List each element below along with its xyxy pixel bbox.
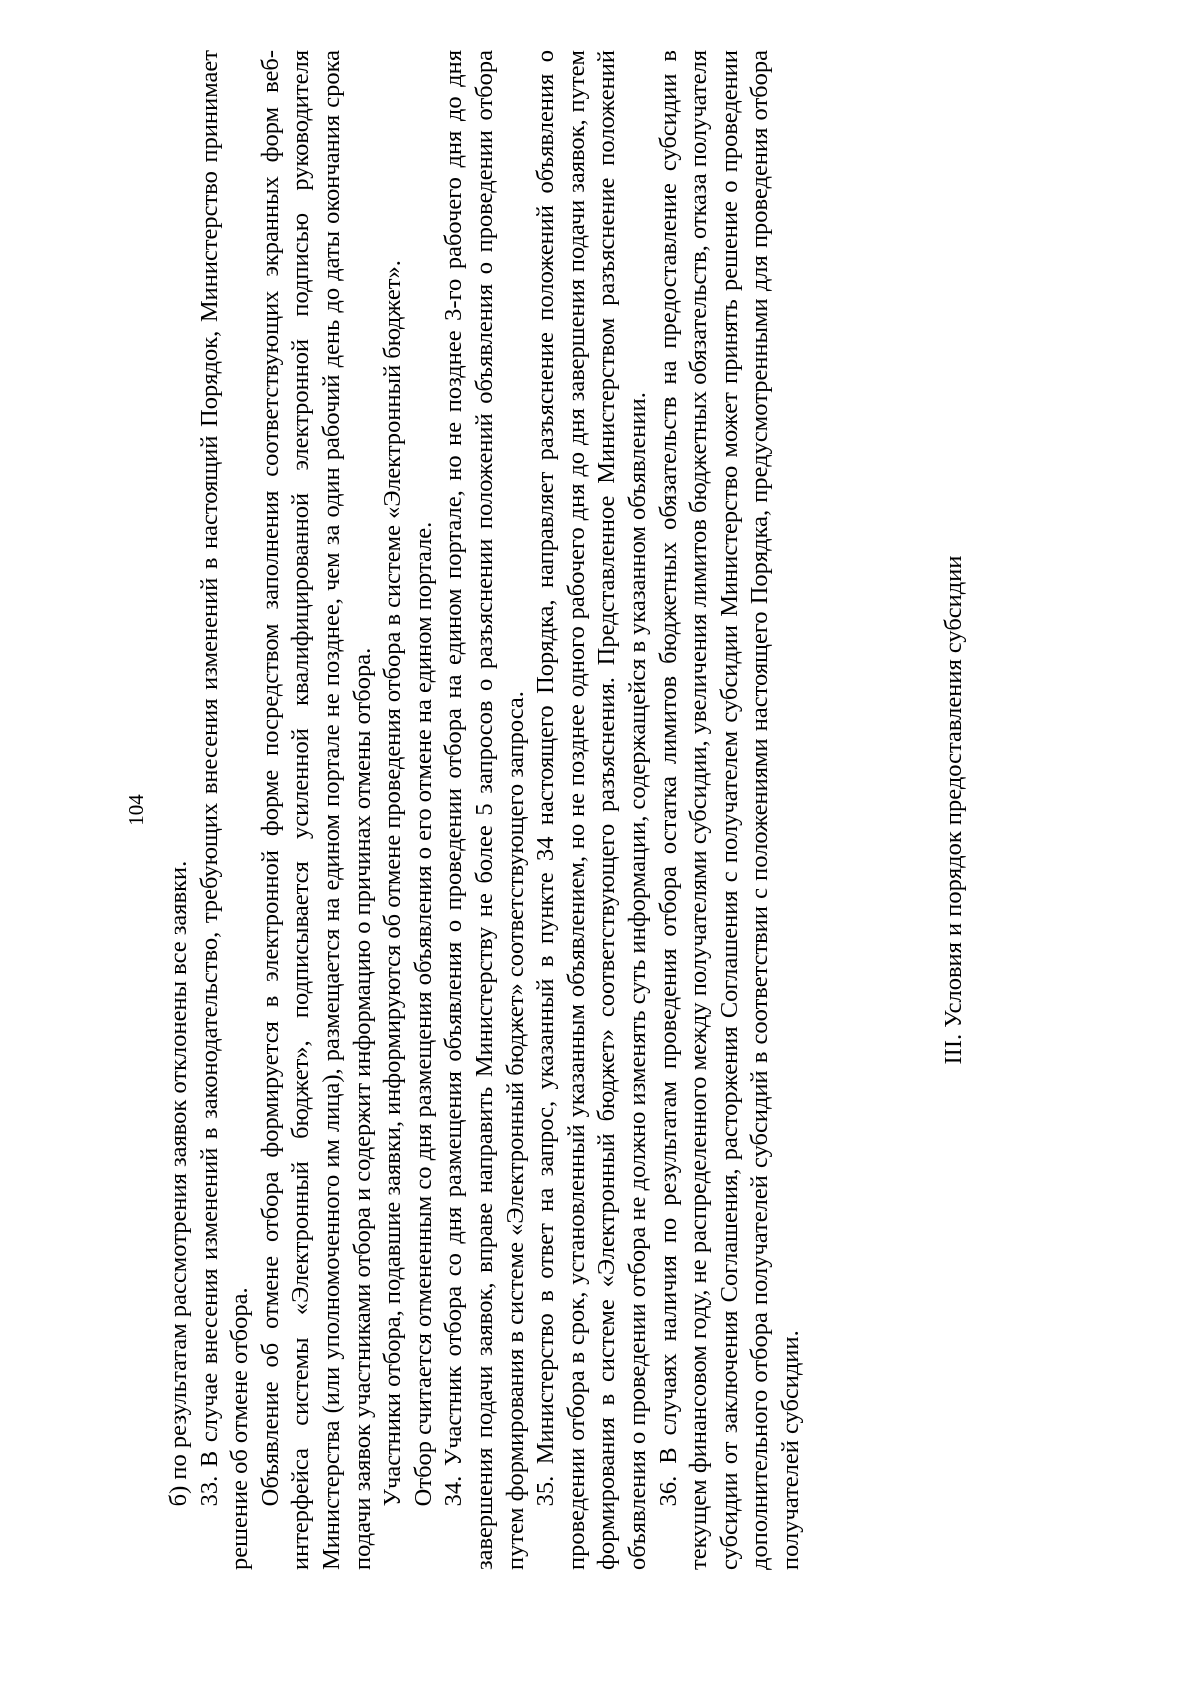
paragraph: Участники отбора, подавшие заявки, информируются об отмене проведения отбора в системе «Электронный бюджет». <box>379 260 407 1507</box>
paragraph: 33. В случае внесения изменений в законодательство, требующих внесения изменений в настоящий Порядок, Министерство принимает решение об отмене отбора. <box>195 50 254 1570</box>
paragraph: Отбор считается отмененным со дня размещения объявления о его отмене на едином портале. <box>409 521 437 1507</box>
paragraph: 34. Участник отбора со дня размещения объявления о проведении отбора на едином портале, но не позднее 3-го рабочего дня до дня завершения подачи заявок, вправе направить Министерству не более 5 запросов о разъяснении положений объявления о проведении отбора путем формирования в системе «Электронный бюджет» соответствующего запроса. <box>440 50 529 1570</box>
page-number: 104 <box>124 794 148 826</box>
paragraph: Объявление об отмене отбора формируется в электронной форме посредством заполнения соответствующих экранных форм веб-интерфейса системы «Электронный бюджет», подписывается усиленной квалифицированной электронной подписью руководителя Министерства (или уполномоченного им лица), размещается на едином портале не позднее, чем за один рабочий день до даты окончания срока подачи заявок участниками отбора и содержит информацию о причинах отмены отбора. <box>256 50 376 1570</box>
paragraph: б) по результатам рассмотрения заявок отклонены все заявки. <box>165 860 192 1507</box>
rotated-page-content <box>124 50 1004 1570</box>
section-heading: III. Условия и порядок предоставления субсидии <box>940 555 967 1065</box>
paragraph: 36. В случаях наличия по результатам проведения отбора остатка лимитов бюджетных обязательств на предоставление субсидии в текущем финансовом году, не распределенного между получателями субсидии, увеличения лимитов бюджетных обязательств, отказа получателя субсидии от заключения Соглашения, расторжения Соглашения с получателем субсидии Министерство может принять решение о проведении дополнительного отбора получателей субсидий в соответствии с положениями настоящего Порядка, предусмотренными для проведения отбора получателей субсидии. <box>654 50 804 1570</box>
paragraph: 35. Министерство в ответ на запрос, указанный в пункте 34 настоящего Порядка, направляет разъяснение положений объявления о проведении отбора в срок, установленный указанным объявлением, но не позднее одного рабочего дня до дня завершения подачи заявок, путем формирования в системе «Электронный бюджет» соответствующего разъяснения. Представленное Министерством разъяснение положений объявления о проведении отбора не должно изменять суть информации, содержащейся в указанном объявлении. <box>532 50 651 1570</box>
body-text <box>164 50 806 1570</box>
